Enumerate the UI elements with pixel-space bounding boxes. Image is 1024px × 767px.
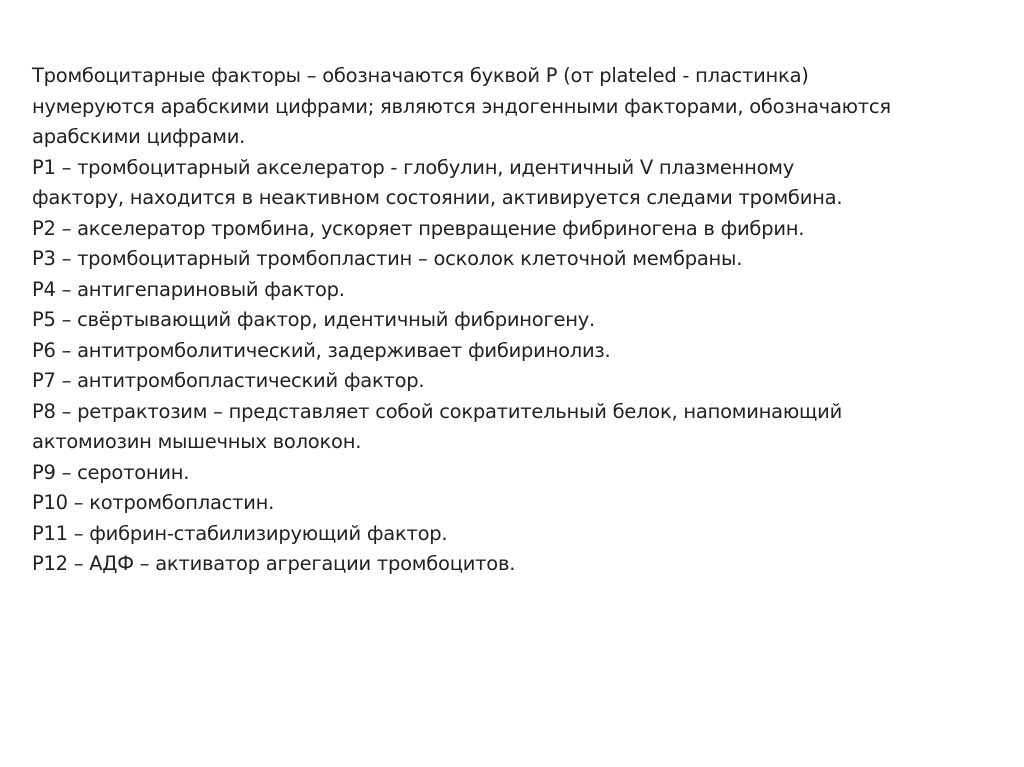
text-line: Р8 – ретрактозим – представляет собой сократительный белок, напоминающий bbox=[32, 399, 842, 423]
text-line: фактору, находится в неактивном состоянии, активируется следами тромбина. bbox=[32, 186, 843, 209]
text-line: Р10 – котромбопластин. bbox=[32, 491, 275, 514]
text-line: арабскими цифрами. bbox=[32, 125, 246, 148]
text-line: Р9 – серотонин. bbox=[32, 460, 190, 484]
text-line: Тромбоцитарные факторы – обозначаются буквой Р (от plateled - пластинка) bbox=[32, 64, 809, 87]
text-line: Р1 – тромбоцитарный акселератор - глобулин, идентичный V плазменному bbox=[32, 155, 795, 179]
slide-text-body bbox=[32, 61, 992, 580]
text-line: Р6 – антитромболитический, задерживает фибиринолиз. bbox=[32, 338, 611, 362]
text-line: Р4 – антигепариновый фактор. bbox=[32, 277, 345, 301]
text-line: Р3 – тромбоцитарный тромбопластин – осколок клеточной мембраны. bbox=[32, 247, 743, 270]
text-line: Р12 – АДФ – активатор агрегации тромбоцитов. bbox=[32, 552, 516, 575]
text-line: Р7 – антитромбопластический фактор. bbox=[32, 369, 425, 392]
text-line: Р11 – фибрин-стабилизирующий фактор. bbox=[32, 521, 448, 545]
text-line: нумеруются арабскими цифрами; являются эндогенными факторами, обозначаются bbox=[32, 94, 891, 118]
text-line: Р2 – акселератор тромбина, ускоряет превращение фибриногена в фибрин. bbox=[32, 216, 805, 240]
text-line: актомиозин мышечных волокон. bbox=[32, 430, 362, 453]
text-line: Р5 – свёртывающий фактор, идентичный фибриногену. bbox=[32, 308, 595, 331]
